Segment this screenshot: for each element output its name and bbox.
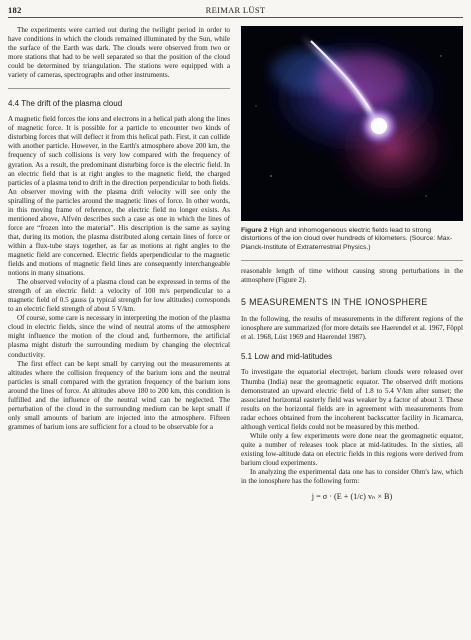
header-rule bbox=[8, 17, 463, 18]
paragraph-continuation: reasonable length of time without causing strong perturbations in the atmosphere (Figure 2). bbox=[241, 267, 463, 285]
paragraph-lowlat-3: In analyzing the experimental data one has to consider Ohm's law, which in the ionosphere has the following form: bbox=[241, 467, 463, 486]
figure-label: Figure 2 bbox=[241, 227, 268, 234]
right-column bbox=[241, 26, 463, 501]
page-number: 182 bbox=[8, 5, 22, 15]
ohms-law-equation: j = σ · (E + (1/c) vₙ × B) bbox=[311, 492, 393, 502]
ion-cloud-image bbox=[241, 26, 463, 221]
section-heading-5: 5 MEASUREMENTS IN THE IONOSPHERE bbox=[241, 297, 428, 308]
figure-2-caption bbox=[241, 227, 463, 252]
paragraph-drift-2: The observed velocity of a plasma cloud can be expressed in terms of the strength of an electric field: a velocity of 100 m/s perpendicular to a magnetic field of 0.5 gauss (a typical strength for low altitudes) corresponds to an electric field strength of about 5 V/km. bbox=[8, 278, 230, 314]
paragraph-drift-4: The first effect can be kept small by carrying out the measurements at altitudes where the collision frequency of the barium ions and the neutral particles is small compared with the gyration frequency of the barium ions around the lines of force. At altitudes above 180 to 200 km, this condition is fulfilled and the influence of the neutral wind can be neglected. The perturbation of the cloud in the surrounding medium can be kept small if only small amounts of barium are injected into the atmosphere. Fifteen grammes of barium ions are sufficient for a cloud to be observable for a bbox=[8, 359, 230, 431]
figure-divider bbox=[241, 260, 463, 261]
figure-caption-text: High and inhomogeneous electric fields lead to strong distortions of the ion cloud over hundreds of kilometers. (Source: Max-Planck-Institute of Extraterrestrial Physics.) bbox=[241, 227, 453, 251]
left-column bbox=[8, 26, 230, 432]
section-heading-4-4: 4.4 The drift of the plasma cloud bbox=[8, 99, 123, 109]
figure-2-photo bbox=[241, 26, 463, 221]
paragraph-intro: The experiments were carried out during the twilight period in order to have conditions in which the clouds remained illuminated by the Sun, while the surface of the Earth was dark. The clouds were observed from two or more stations that had to be well separated so that the position of the cloud could be determined by triangulation. The stations were equipped with a variety of cameras, spectrographs and other instruments. bbox=[8, 26, 230, 80]
subsection-heading-5-1: 5.1 Low and mid-latitudes bbox=[241, 352, 333, 362]
section-divider bbox=[8, 88, 230, 89]
paragraph-ionosphere-1: In the following, the results of measurements in the different regions of the ionosphere are summarized (for more details see Haerendel et al. 1967, Föppl et al. 1968, Lüst 1969 and Haerendel 1987). bbox=[241, 315, 463, 342]
paragraph-drift-1: A magnetic field forces the ions and electrons in a helical path along the lines of magnetic force. It is possible for a particle to encounter two kinds of disturbing forces that will deflect it from this helical path. First, it can collide with another particle. However, in the Earth's atmosphere above 200 km, the frequency of such collisions is very low compared with the frequency of gyration. As a result, the predominant disturbing force is the electric field. In an electric field that is at right angles to the magnetic field, the charged particles of a plasma tend to drift in the direction perpendicular to both fields. An observer moving with the plasma drift velocity will see only the spiralling of the particles around the magnetic lines of force. In other words, in this moving frame of reference, the electric field no longer exists. As mentioned above, Alfvén describes such a case as one in which the lines of force are “frozen into the material”. His description is the same as saying that, during its motion, the plasma distributed along certain lines of force or within a flux-tube stays together, as far as motions at right angles to the magnetic field are concerned. Electric fields aperpendicular to the magnetic fields and motions of magnetic field lines are consequently interchangeable notions in many situations. bbox=[8, 115, 230, 278]
paragraph-drift-3: Of course, some care is necessary in interpreting the motion of the plasma cloud in electric fields, since the wind of neutral atoms of the atmosphere might influence the motion of the cloud and, furthermore, the artificial plasma might disturb the surrounding medium by changing the electrical conductivity. bbox=[8, 314, 230, 359]
paragraph-lowlat-1: To investigate the equatorial electrojet, barium clouds were released over Thumba (India) near the geomagnetic equator. The observed drift motions demonstrated an upward electric field of 1.8 to 5.4 V/km after sunset; the associated horizontal easterly field was weaker by a factor of about 3. These results on the horizontal fields are in agreement with measurements from radar echoes obtained from the incoherent backscatter facility in Jicamarca, although vertical fields could not be measured by this method. bbox=[241, 368, 463, 431]
running-title: REIMAR LÜST bbox=[205, 5, 266, 15]
paragraph-lowlat-2: While only a few experiments were done near the geomagnetic equator, quite a number of releases took place at mid-latitudes. In the sixties, all existing low-altitude data on electric fields in this regions were derived from barium cloud experiments. bbox=[241, 431, 463, 467]
